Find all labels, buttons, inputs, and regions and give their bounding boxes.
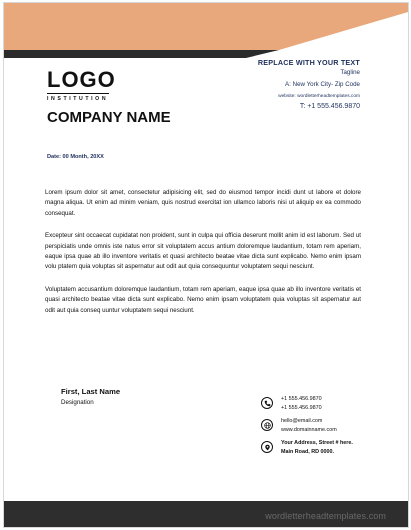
- logo-subtitle: INSTITUTION: [47, 96, 109, 102]
- header-tagline: Tagline: [340, 69, 360, 76]
- phone-icon: [261, 397, 273, 409]
- signature-designation: Designation: [61, 399, 94, 406]
- signature-name: First, Last Name: [61, 387, 121, 396]
- footer-address-2: Main Road, RD 0000.: [281, 449, 335, 455]
- body-paragraph-1: Lorem ipsum dolor sit amet, consectetur adipisicing elit, sed do eiusmod tempor incidi dunt ut labore et dolore magna aliqua. Ut enim ad minim veniam, quis nostrud exercitat ion ullamco laboris nisi ut aliquip ex ea commodo consequat.: [45, 189, 361, 217]
- logo-rule: [47, 93, 109, 94]
- footer-address-1: Your Address, Street # here.: [281, 440, 353, 446]
- body-paragraph-3: Voluptatem accusantium doloremque laudantium, totam rem aperiam, eaque ipsa quae ab illo inventore veritatis et quasi architecto beatae vitae dicta sunt explicabo. Nemo enim ipsam voluptatem quia voluptas sit aspernatur aut odit aut quia conseq uuntur voluptatem sequi nesciunt.: [45, 285, 361, 314]
- logo: [47, 69, 116, 102]
- header-band: [4, 3, 408, 61]
- header-address: A: New York City- Zip Code: [285, 81, 360, 88]
- letter-date: Date: 00 Month, 20XX: [47, 154, 104, 160]
- footer-phone-1: +1 555.456.9870: [281, 396, 322, 402]
- header-contact: [258, 58, 360, 112]
- signature-block: [61, 387, 120, 408]
- header-dark-stripe: [4, 50, 279, 58]
- location-pin-icon: [261, 441, 273, 453]
- body-paragraph-2: Excepteur sint occaecat cupidatat non proident, sunt in culpa qui officia deserunt mollit anim id est laborum. Sed ut perspiciatis unde omnis iste natus error sit voluptatem accus antium doloremque laudantium, totam rem aperiam, eaque ipsa quae ab illo inventore veritatis et quasi architecto beatae vitae dicta sunt explicabo. Nemo enim ipsam volu ptatem quia voluptas sit aspernatur aut odit aut quia consequuntur voluptatem sequi nesciunt.: [45, 232, 361, 271]
- footer-bar: [4, 501, 408, 527]
- watermark: wordletterheadtemplates.com: [265, 511, 386, 521]
- header-phone: T: +1 555.456.9870: [299, 103, 360, 110]
- globe-icon: [261, 419, 273, 431]
- header-website[interactable]: website: wordletterheadtemplates.com: [278, 94, 360, 99]
- company-name: COMPANY NAME: [47, 109, 171, 126]
- header-replace-text: REPLACE WITH YOUR TEXT: [257, 58, 360, 67]
- footer-domain[interactable]: www.domainname.com: [281, 427, 337, 433]
- footer-email[interactable]: hello@email.com: [281, 418, 323, 424]
- header-accent-shape: [4, 3, 408, 50]
- logo-word: LOGO: [47, 67, 116, 92]
- footer-phone-2: +1 555.456.9870: [281, 405, 322, 411]
- letterhead-page: [3, 2, 409, 528]
- letter-body: [45, 188, 361, 328]
